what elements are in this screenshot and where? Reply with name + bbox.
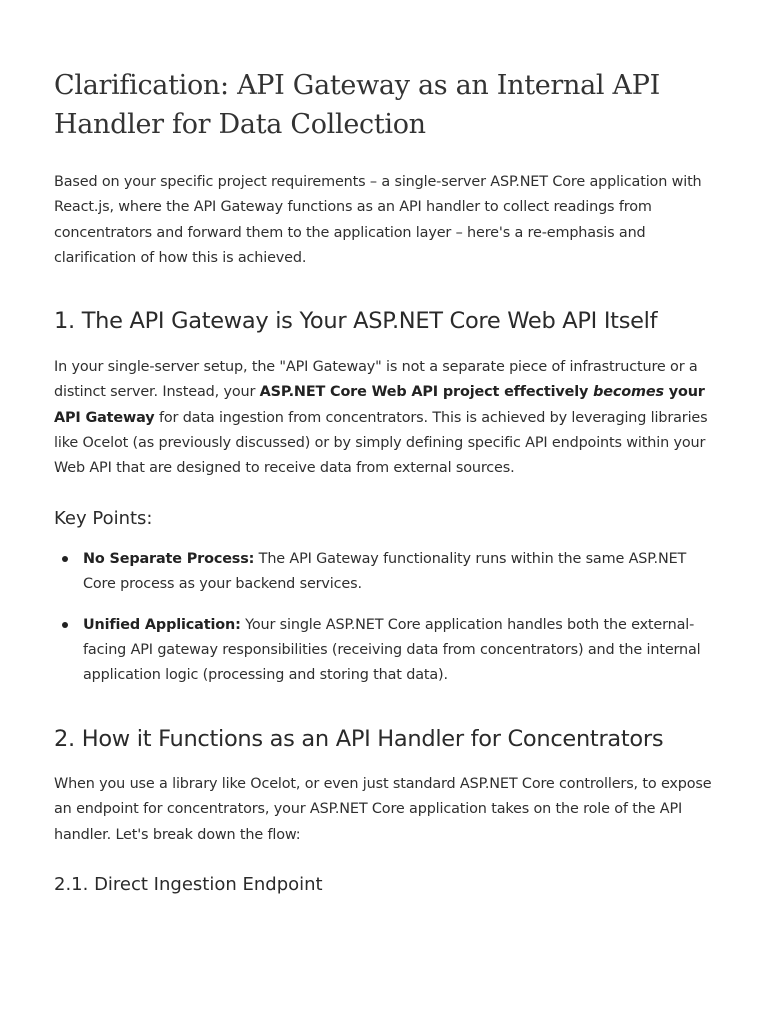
key-points-heading: Key Points: — [54, 508, 153, 529]
section-1-bold-italic: becomes — [593, 384, 664, 401]
page-title: Clarification: API Gateway as an Internal API Handler for Data Collection — [54, 70, 660, 140]
section-1-bold-1: ASP.NET Core Web API project effectively — [259, 384, 594, 401]
key-points-list — [54, 547, 714, 688]
list-item-text: Your single ASP.NET Core application handles both the external-facing API gateway responsibilities (receiving data from concentrators) and the internal application logic (processing and storing that data). — [83, 616, 701, 684]
intro-paragraph: Based on your specific project requirements – a single-server ASP.NET Core application with React.js, where the API Gateway functions as an API handler to collect readings from concentrators and forward them to the application layer – here's a re-emphasis and clarification of how this is achieved. — [54, 174, 702, 266]
section-1-bold-2: your API Gateway — [54, 384, 705, 426]
section-1-paragraph — [54, 355, 714, 481]
section-2-1-heading: 2.1. Direct Ingestion Endpoint — [54, 874, 323, 895]
section-2-paragraph: When you use a library like Ocelot, or even just standard ASP.NET Core controllers, to expose an endpoint for concentrators, your ASP.NET Core application takes on the role of the API handler. Let's break down the flow: — [54, 776, 712, 843]
section-1-text-end: for data ingestion from concentrators. This is achieved by leveraging libraries like Ocelot (as previously discussed) or by simply defining specific API endpoints within your Web API that are designed to receive data from external sources. — [54, 409, 708, 477]
section-2-heading: 2. How it Functions as an API Handler for Concentrators — [54, 726, 664, 752]
list-item — [54, 613, 714, 689]
list-item-label: No Separate Process: — [83, 551, 255, 567]
list-item — [54, 547, 714, 598]
section-1-text-start: In your single-server setup, the "API Gateway" is not a separate piece of infrastructure or a distinct server. Instead, your — [54, 359, 698, 401]
section-1-heading: 1. The API Gateway is Your ASP.NET Core Web API Itself — [54, 308, 658, 334]
list-item-text: The API Gateway functionality runs within the same ASP.NET Core process as your backend services. — [83, 551, 687, 593]
list-item-label: Unified Application: — [83, 616, 241, 633]
